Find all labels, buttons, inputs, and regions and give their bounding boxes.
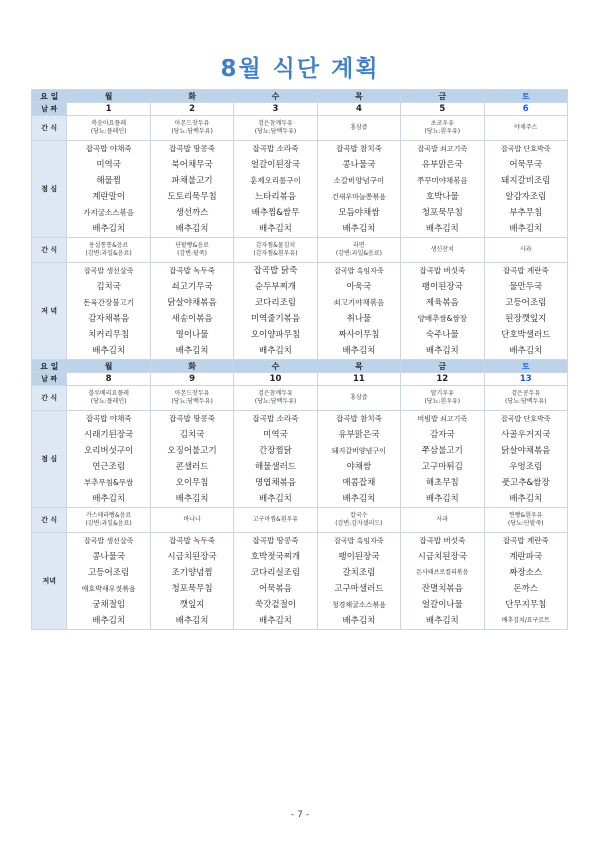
weekday-label: 화 [150,90,233,103]
weekday-label: 금 [401,360,484,373]
menu-item: 잡곡밥 쇠고기죽 [417,145,468,153]
lunch-row [32,411,568,508]
dinner-cell [317,263,400,360]
weekday-header-row [32,90,568,103]
menu-item: 유부맑은국 [421,160,463,170]
menu-item: 짜사이무침 [338,330,380,340]
weekday-label: 토 [484,90,567,103]
row-label-day: 요 일 [32,360,67,373]
meal-plan-body [32,90,568,630]
menu-item: 간장찜닭 [259,446,292,456]
weekday-label: 수 [234,360,317,373]
snack-cell [484,116,567,141]
snack-cell [234,116,317,141]
menu-item: 양배추쌈&쌈장 [417,314,467,323]
row-label-snack: 간 식 [32,508,67,533]
snack-cell [317,508,400,533]
menu-item: 콩나물국 [92,552,126,562]
date-cell: 1 [67,103,150,116]
lunch-cell [317,411,400,508]
morning-snack-row [32,116,568,141]
menu-item: 부추무침&무쌈 [83,478,134,487]
snack-cell [150,508,233,533]
menu-item: 명이나물 [175,330,209,340]
menu-item: 돼지갈비양념구이 [331,447,386,455]
snack-item: 아몬드잣두유 [174,390,210,397]
menu-item: 사골우거지국 [501,430,551,440]
menu-item: 명엽채볶음 [254,478,296,488]
menu-item: 소갈비양념구이 [333,176,385,185]
lunch-row [32,141,568,238]
menu-item: 오징어불고기 [167,446,217,456]
snack-item: (당뇨:흰우유) [424,398,461,405]
menu-item: 배추김치 [92,494,126,504]
weekday-label: 화 [150,360,233,373]
menu-item: 잡곡밥 단호박죽 [500,415,551,423]
afternoon-snack-row [32,238,568,263]
menu-item: 팽이된장국 [338,552,380,562]
menu-item: 청포묵무침 [171,584,213,594]
date-cell: 6 [484,103,567,116]
menu-item: 미역국 [263,430,288,440]
menu-item: 미역줄기볶음 [250,314,301,324]
menu-item: 김치국 [96,282,121,292]
row-label-snack: 간 식 [32,116,67,141]
snack-cell [150,238,233,263]
row-label-day: 요 일 [32,90,67,103]
menu-item: 잡곡밥 땅콩죽 [169,144,215,153]
menu-item: 숙주나물 [425,330,459,340]
menu-item: 오이양파무침 [250,330,301,340]
page-number: - 7 - [291,810,309,820]
snack-cell [67,238,150,263]
date-row [32,373,568,386]
snack-cell [401,508,484,533]
lunch-cell [67,411,150,508]
weekday-label: 월 [67,360,150,373]
date-cell: 3 [234,103,317,116]
dinner-cell [150,263,233,360]
weekday-label: 수 [234,90,317,103]
menu-item: 단무지무침 [505,600,547,610]
snack-item: 용설통통&음료 [88,242,129,249]
menu-item: 닭살야채볶음 [501,446,551,456]
snack-item: 칼국수 [350,512,368,519]
morning-snack-row [32,386,568,411]
menu-item: 깻잎지 [179,600,205,610]
snack-cell [234,238,317,263]
menu-item: 도토리묵무침 [167,192,217,202]
snack-cell [484,508,567,533]
weekday-header-row [32,360,568,373]
date-cell: 9 [150,373,233,386]
weekday-label: 월 [67,90,150,103]
menu-item: 시래기된장국 [83,430,134,440]
snack-item: (당뇨:플레인) [90,398,127,405]
row-label-dinner: 저 녁 [32,263,67,360]
menu-item: 알감자조림 [505,192,547,202]
menu-item: 잡곡밥 참치죽 [335,414,382,423]
snack-item: 사과 [436,516,449,523]
row-label-snack: 간 식 [32,238,67,263]
dinner-cell [484,263,567,360]
menu-item: 잡곡밥 흑임자죽 [334,537,384,545]
snack-cell [150,386,233,411]
menu-item: 콩나물국 [342,160,376,170]
snack-item: 야채주스 [514,124,538,131]
weekday-label: 금 [401,90,484,103]
menu-item: 배추김치 [92,346,126,356]
snack-item: 검은콩두유 [511,390,541,397]
snack-item: (당뇨:담백두유) [171,128,213,135]
snack-item: 블루베리요플레 [88,390,129,397]
menu-item: 배추찜&쌈무 [251,208,300,218]
menu-item: 호박나물 [425,192,459,202]
menu-item: 쑥갓겉절이 [254,600,296,610]
snack-item: 홍삼즙 [350,124,368,131]
menu-item: 배추김치 [342,616,376,626]
menu-item: 부추무침 [509,208,543,218]
menu-item: 쭈꾸미야채볶음 [416,176,468,185]
menu-item: 배추김치 [425,494,459,504]
snack-cell [317,238,400,263]
menu-item: 비빔밥 쇠고기죽 [417,415,468,423]
menu-item: 순두부찌개 [254,282,296,292]
dinner-cell [150,533,233,630]
menu-item: 돈사태브로컬리볶음 [416,569,469,576]
menu-item: 아욱국 [346,282,372,292]
row-label-dinner: 저녁 [32,533,67,630]
menu-item: 배추김치 [342,224,376,234]
menu-item: 배추김치 [509,224,543,234]
snack-item: 초코우유 [430,120,454,127]
menu-item: 배추김치 [92,616,126,626]
menu-item: 어묵볶음 [259,584,292,594]
menu-item: 잡곡밥 버섯죽 [419,266,466,275]
menu-item: 시금치된장국 [167,552,217,562]
snack-item: 생신잔치 [430,246,454,253]
snack-item: (당뇨:담백두유) [505,398,547,405]
menu-item: 쇠고기무국 [171,282,213,292]
menu-item: 물만두국 [509,282,543,292]
date-cell: 2 [150,103,233,116]
menu-item: 갈치조림 [342,568,376,578]
meal-plan-table [31,89,568,630]
date-cell: 10 [234,373,317,386]
lunch-cell [401,141,484,238]
menu-item: 오이무침 [175,478,209,488]
lunch-cell [484,411,567,508]
lunch-cell [401,411,484,508]
menu-item: 조기양념찜 [171,568,213,578]
date-cell: 11 [317,373,400,386]
menu-item: 제육볶음 [425,298,459,308]
lunch-cell [317,141,400,238]
menu-item: 잡곡밥 녹두죽 [169,536,215,545]
menu-item: 잡곡밥 생선살죽 [83,537,134,545]
snack-item: 홍삼즙 [350,394,368,401]
row-label-lunch: 점 심 [32,141,67,238]
snack-item: (당뇨:담백두유) [254,128,297,135]
menu-item: 해물찜 [96,176,121,186]
menu-item: 잡곡밥 흑임자죽 [334,267,384,275]
snack-item: 단팥빵&음료 [175,242,209,249]
snack-cell [234,386,317,411]
menu-item: 야채쌈 [346,462,372,472]
snack-cell [401,116,484,141]
weekday-label: 토 [484,360,567,373]
menu-item: 잡곡밥 녹두죽 [169,266,215,275]
menu-item: 코다리조림 [254,298,296,308]
snack-cell [484,238,567,263]
dinner-cell [401,263,484,360]
menu-item: 잔멸치볶음 [421,584,463,594]
menu-item: 된장깻잎지 [505,314,547,324]
weekday-label: 목 [317,90,400,103]
snack-item: (당뇨:단팥죽) [507,520,544,527]
snack-item: 감자찜&물김치 [255,242,296,249]
menu-item: 감자국 [430,430,455,440]
menu-item: 배추김치/요구르트 [501,617,550,624]
row-label-snack: 간 식 [32,386,67,411]
menu-item: 고등어조림 [88,568,130,578]
lunch-cell [234,411,317,508]
menu-item: 해초무침 [425,478,459,488]
snack-item: 바나나 [183,516,201,523]
snack-cell [67,116,150,141]
menu-item: 쇠고기야채볶음 [333,298,385,307]
menu-item: 배추김치 [259,224,292,234]
menu-item: 잡곡밥 생선살죽 [83,267,134,275]
menu-item: 호박젓국찌개 [250,552,301,562]
dinner-cell [67,533,150,630]
menu-item: 잡곡밥 닭죽 [253,266,298,276]
menu-item: 계란파국 [509,552,543,562]
dinner-cell [234,263,317,360]
menu-item: 배추김치 [425,224,459,234]
snack-item: 찐빵&흰우유 [508,512,543,519]
row-label-date: 날 짜 [32,373,67,386]
snack-item: (감변:과일&음료) [85,250,132,257]
menu-item: 잡곡밥 소라죽 [252,144,299,153]
snack-cell [401,386,484,411]
snack-item: 복숭아요플레 [91,120,127,127]
menu-item: 궁채절임 [92,600,126,610]
menu-item: 유부맑은국 [338,430,380,440]
menu-item: 감자채볶음 [88,314,130,324]
menu-item: 배추김치 [259,616,292,626]
menu-item: 배추김치 [342,346,376,356]
menu-item: 배추김치 [175,494,209,504]
menu-item: 배추김치 [509,346,543,356]
dinner-cell [401,533,484,630]
menu-item: 쭈삼불고기 [421,446,463,456]
snack-cell [234,508,317,533]
menu-item: 어묵무국 [509,160,543,170]
menu-item: 잡곡밥 땅콩죽 [169,414,215,423]
menu-item: 가지굴소스볶음 [83,208,134,217]
menu-item: 닭살야채볶음 [167,298,217,308]
menu-item: 잡곡밥 땅콩죽 [252,536,299,545]
menu-item: 오리버섯구이 [83,446,134,456]
menu-item: 얼갈이된장국 [250,160,301,170]
menu-item: 단호박샐러드 [501,330,551,340]
snack-item: (당뇨:흰우유) [424,128,461,135]
date-cell: 13 [484,373,567,386]
menu-item: 파채불고기 [171,176,213,186]
menu-item: 계란말이 [92,192,126,202]
menu-item: 배추김치 [425,616,459,626]
snack-item: 딸기우유 [430,390,454,397]
snack-item: (당뇨:플레인) [90,128,127,135]
menu-item: 콘샐러드 [175,462,209,472]
afternoon-snack-row [32,508,568,533]
menu-item: 팽이된장국 [421,282,463,292]
menu-item: 배추김치 [342,494,376,504]
menu-item: 건새우마늘쫑볶음 [331,193,386,201]
date-cell: 5 [401,103,484,116]
row-label-date: 날 짜 [32,103,67,116]
dinner-cell [317,533,400,630]
menu-item: 해물샐러드 [254,462,296,472]
menu-item: 시금치된장국 [417,552,467,562]
menu-item: 배추김치 [509,494,543,504]
menu-item: 미역국 [96,160,121,170]
snack-item: (감변:팥죽) [177,250,207,257]
menu-item: 생선까스 [175,208,209,218]
menu-item: 배추김치 [175,346,209,356]
dinner-cell [234,533,317,630]
menu-item: 잡곡밥 야채죽 [85,144,132,153]
snack-cell [317,116,400,141]
menu-item: 잡곡밥 계란죽 [502,536,549,545]
menu-item: 김치국 [179,430,205,440]
menu-item: 잡곡밥 계란죽 [502,266,549,275]
menu-item: 잡곡밥 소라죽 [252,414,299,423]
snack-item: 사과 [519,246,532,253]
menu-item: 잡곡밥 단호박죽 [500,145,551,153]
menu-item: 느타리볶음 [254,192,296,202]
weekday-label: 목 [317,360,400,373]
snack-item: 고구마찜&흰우유 [252,516,299,523]
menu-item: 우엉조림 [509,462,543,472]
snack-item: 검은참깨두유 [258,120,293,127]
menu-item: 풋고추&쌈장 [501,478,550,488]
lunch-cell [67,141,150,238]
snack-item: 검은참깨두유 [258,390,293,397]
menu-item: 잡곡밥 참치죽 [335,144,382,153]
lunch-cell [150,411,233,508]
snack-cell [401,238,484,263]
menu-item: 배추김치 [259,346,292,356]
menu-item: 돼지갈비조림 [501,176,551,186]
snack-item: (감변:과일&음료) [335,250,382,257]
menu-item: 훈제오리롤구이 [250,176,301,185]
snack-cell [67,386,150,411]
date-row [32,103,568,116]
snack-cell [484,386,567,411]
menu-item: 청포묵무침 [421,208,463,218]
menu-item: 잡곡밥 버섯죽 [419,536,466,545]
lunch-cell [234,141,317,238]
menu-item: 취나물 [346,314,372,324]
menu-item: 배추김치 [425,346,459,356]
menu-item: 북어채무국 [171,160,213,170]
snack-cell [150,116,233,141]
menu-item: 고등어조림 [505,298,547,308]
dinner-cell [67,263,150,360]
snack-item: (감자찜&흰우유) [253,250,298,257]
snack-item: 아몬드잣두유 [174,120,210,127]
menu-item: 고구마샐러드 [334,584,384,594]
menu-item: 고구마튀김 [421,462,463,472]
lunch-cell [150,141,233,238]
menu-item: 돈육간장불고기 [83,298,134,307]
date-cell: 4 [317,103,400,116]
menu-item: 모듬야채쌈 [338,208,380,218]
dinner-row [32,533,568,630]
menu-item: 코다리실조림 [250,568,301,578]
menu-item: 새송이볶음 [171,314,213,324]
snack-item: 라면 [353,242,365,249]
snack-item: (당뇨:담백두유) [254,398,297,405]
snack-item: (감변:과일&음료) [85,520,132,527]
date-cell: 12 [401,373,484,386]
menu-item: 잡곡밥 야채죽 [85,414,132,423]
menu-item: 애호박새우젓볶음 [81,585,136,593]
menu-item: 배추김치 [175,616,209,626]
dinner-row [32,263,568,360]
menu-item: 짜장소스 [509,568,543,578]
menu-item: 청경채굴소스볶음 [331,601,386,609]
menu-item: 돈까스 [513,584,539,594]
row-label-lunch: 점 심 [32,411,67,508]
snack-cell [317,386,400,411]
snack-item: (당뇨:담백두유) [171,398,213,405]
menu-item: 얼갈이나물 [421,600,463,610]
menu-item: 배추김치 [175,224,209,234]
page-title: 8월 식단 계획 [220,56,380,82]
menu-item: 매콤잡채 [342,478,376,488]
lunch-cell [484,141,567,238]
menu-item: 배추김치 [259,494,292,504]
menu-item: 배추김치 [92,224,126,234]
menu-item: 연근조림 [92,462,126,472]
snack-cell [67,508,150,533]
dinner-cell [484,533,567,630]
date-cell: 8 [67,373,150,386]
snack-item: (감변:감자샐러드) [335,520,383,527]
snack-item: 카스테라빵&음료 [86,512,132,519]
menu-item: 치커리무침 [88,330,130,340]
